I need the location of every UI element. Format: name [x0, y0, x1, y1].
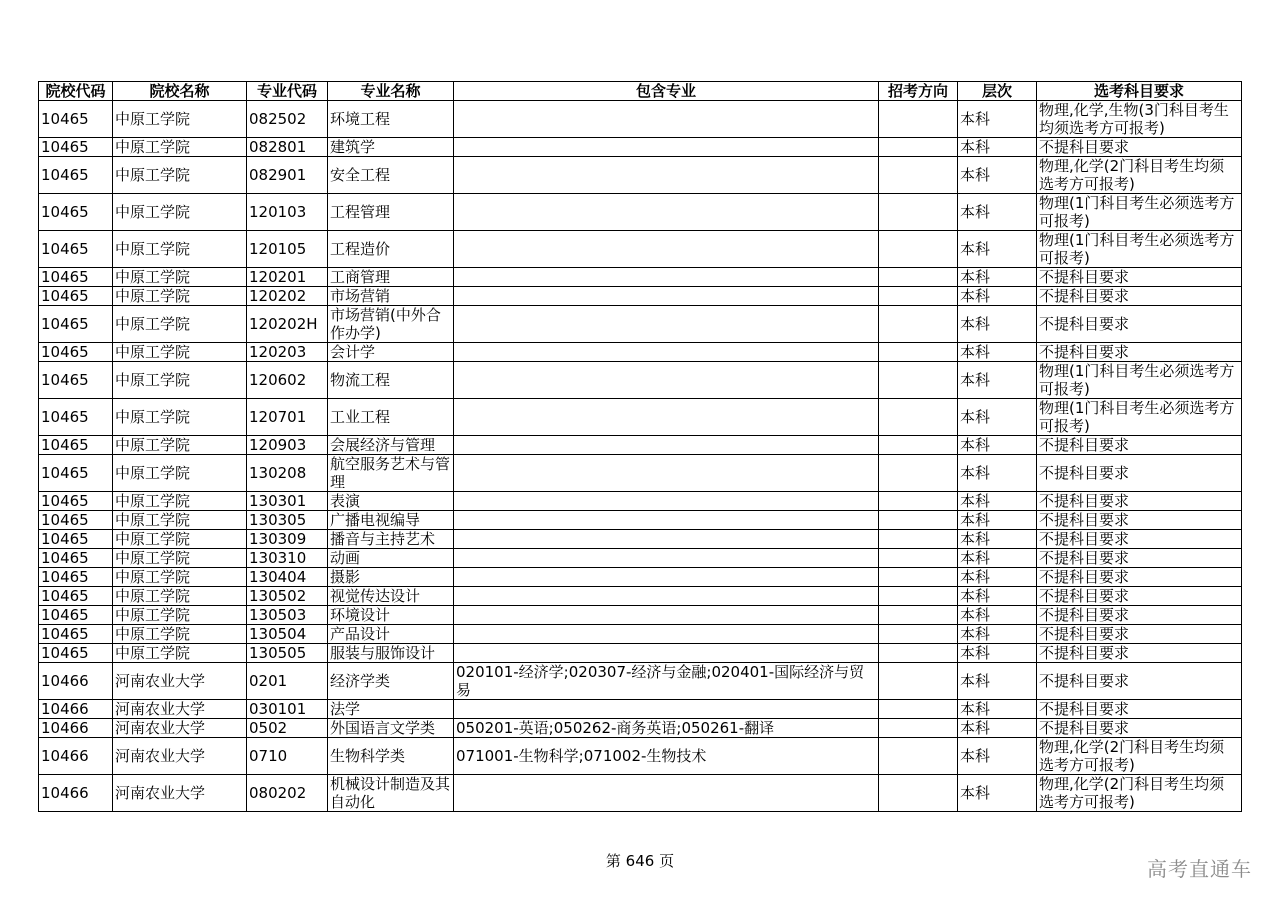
cell-level: 本科: [958, 775, 1037, 812]
cell-level: 本科: [958, 268, 1037, 287]
cell-level: 本科: [958, 606, 1037, 625]
cell-level: 本科: [958, 719, 1037, 738]
header-major-code: 专业代码: [247, 82, 328, 101]
cell-school-name: 中原工学院: [113, 306, 247, 343]
cell-school-code: 10465: [39, 587, 113, 606]
cell-major-code: 130309: [247, 530, 328, 549]
cell-subject-requirement: 不提科目要求: [1037, 455, 1242, 492]
cell-included-majors: [454, 568, 879, 587]
cell-major-code: 120202H: [247, 306, 328, 343]
cell-major-name: 工商管理: [328, 268, 454, 287]
cell-school-code: 10465: [39, 455, 113, 492]
cell-direction: [879, 194, 958, 231]
cell-major-name: 摄影: [328, 568, 454, 587]
cell-direction: [879, 455, 958, 492]
cell-subject-requirement: 不提科目要求: [1037, 287, 1242, 306]
cell-included-majors: [454, 362, 879, 399]
cell-direction: [879, 362, 958, 399]
table-header-row: [39, 82, 1242, 101]
cell-major-name: 服装与服饰设计: [328, 644, 454, 663]
cell-major-code: 130505: [247, 644, 328, 663]
cell-school-code: 10465: [39, 606, 113, 625]
cell-major-code: 130310: [247, 549, 328, 568]
cell-school-name: 河南农业大学: [113, 719, 247, 738]
header-level: 层次: [958, 82, 1037, 101]
cell-school-code: 10465: [39, 625, 113, 644]
cell-direction: [879, 719, 958, 738]
table-row: [39, 231, 1242, 268]
cell-level: 本科: [958, 663, 1037, 700]
cell-direction: [879, 268, 958, 287]
table-row: [39, 719, 1242, 738]
cell-school-name: 中原工学院: [113, 606, 247, 625]
cell-subject-requirement: 不提科目要求: [1037, 700, 1242, 719]
cell-subject-requirement: 物理,化学,生物(3门科目考生均须选考方可报考): [1037, 101, 1242, 138]
cell-level: 本科: [958, 231, 1037, 268]
cell-school-name: 中原工学院: [113, 101, 247, 138]
cell-school-name: 中原工学院: [113, 530, 247, 549]
cell-school-name: 中原工学院: [113, 625, 247, 644]
cell-major-code: 082901: [247, 157, 328, 194]
cell-school-code: 10465: [39, 101, 113, 138]
cell-school-code: 10465: [39, 549, 113, 568]
cell-major-code: 082502: [247, 101, 328, 138]
cell-subject-requirement: 不提科目要求: [1037, 138, 1242, 157]
table-row: [39, 663, 1242, 700]
cell-included-majors: [454, 436, 879, 455]
header-direction: 招考方向: [879, 82, 958, 101]
cell-direction: [879, 343, 958, 362]
cell-included-majors: 050201-英语;050262-商务英语;050261-翻译: [454, 719, 879, 738]
cell-major-name: 表演: [328, 492, 454, 511]
cell-subject-requirement: 不提科目要求: [1037, 625, 1242, 644]
admission-requirements-table: [38, 81, 1242, 812]
cell-subject-requirement: 物理(1门科目考生必须选考方可报考): [1037, 362, 1242, 399]
cell-included-majors: [454, 343, 879, 362]
cell-included-majors: [454, 549, 879, 568]
cell-level: 本科: [958, 700, 1037, 719]
table-row: [39, 644, 1242, 663]
cell-school-code: 10465: [39, 436, 113, 455]
cell-level: 本科: [958, 138, 1037, 157]
cell-major-name: 产品设计: [328, 625, 454, 644]
cell-subject-requirement: 不提科目要求: [1037, 530, 1242, 549]
cell-direction: [879, 492, 958, 511]
cell-major-code: 130504: [247, 625, 328, 644]
table-row: [39, 343, 1242, 362]
cell-school-name: 中原工学院: [113, 268, 247, 287]
cell-level: 本科: [958, 101, 1037, 138]
cell-major-code: 0710: [247, 738, 328, 775]
cell-subject-requirement: 不提科目要求: [1037, 549, 1242, 568]
cell-level: 本科: [958, 287, 1037, 306]
cell-major-code: 120103: [247, 194, 328, 231]
table-row: [39, 362, 1242, 399]
cell-level: 本科: [958, 399, 1037, 436]
cell-direction: [879, 775, 958, 812]
cell-school-name: 中原工学院: [113, 455, 247, 492]
table-row: [39, 194, 1242, 231]
cell-major-name: 物流工程: [328, 362, 454, 399]
table-body: [39, 101, 1242, 812]
table-row: [39, 606, 1242, 625]
cell-included-majors: [454, 268, 879, 287]
cell-subject-requirement: 不提科目要求: [1037, 719, 1242, 738]
cell-school-name: 中原工学院: [113, 287, 247, 306]
cell-level: 本科: [958, 343, 1037, 362]
cell-major-code: 130503: [247, 606, 328, 625]
header-school-code: 院校代码: [39, 82, 113, 101]
header-subject-requirement: 选考科目要求: [1037, 82, 1242, 101]
cell-included-majors: [454, 101, 879, 138]
cell-level: 本科: [958, 362, 1037, 399]
cell-school-name: 中原工学院: [113, 568, 247, 587]
table-row: [39, 399, 1242, 436]
cell-included-majors: [454, 700, 879, 719]
cell-direction: [879, 644, 958, 663]
table-row: [39, 101, 1242, 138]
cell-school-name: 河南农业大学: [113, 663, 247, 700]
cell-included-majors: [454, 644, 879, 663]
cell-level: 本科: [958, 436, 1037, 455]
cell-included-majors: [454, 587, 879, 606]
cell-major-name: 播音与主持艺术: [328, 530, 454, 549]
cell-school-code: 10465: [39, 343, 113, 362]
cell-school-name: 中原工学院: [113, 436, 247, 455]
cell-major-name: 环境设计: [328, 606, 454, 625]
cell-major-name: 工程管理: [328, 194, 454, 231]
cell-direction: [879, 511, 958, 530]
cell-included-majors: [454, 455, 879, 492]
cell-subject-requirement: 物理,化学(2门科目考生均须选考方可报考): [1037, 775, 1242, 812]
header-school-name: 院校名称: [113, 82, 247, 101]
cell-subject-requirement: 不提科目要求: [1037, 511, 1242, 530]
cell-subject-requirement: 物理(1门科目考生必须选考方可报考): [1037, 194, 1242, 231]
cell-school-code: 10465: [39, 268, 113, 287]
cell-school-code: 10465: [39, 511, 113, 530]
cell-level: 本科: [958, 587, 1037, 606]
cell-included-majors: 020101-经济学;020307-经济与金融;020401-国际经济与贸易: [454, 663, 879, 700]
cell-subject-requirement: 不提科目要求: [1037, 606, 1242, 625]
cell-included-majors: [454, 138, 879, 157]
table-row: [39, 492, 1242, 511]
cell-subject-requirement: 不提科目要求: [1037, 492, 1242, 511]
cell-direction: [879, 436, 958, 455]
cell-major-name: 工程造价: [328, 231, 454, 268]
cell-included-majors: [454, 287, 879, 306]
cell-school-name: 中原工学院: [113, 157, 247, 194]
cell-level: 本科: [958, 492, 1037, 511]
cell-direction: [879, 157, 958, 194]
cell-direction: [879, 587, 958, 606]
page-number: 第 646 页: [605, 852, 675, 870]
header-major-name: 专业名称: [328, 82, 454, 101]
cell-included-majors: [454, 157, 879, 194]
cell-major-code: 080202: [247, 775, 328, 812]
cell-major-name: 航空服务艺术与管理: [328, 455, 454, 492]
cell-major-code: 0502: [247, 719, 328, 738]
cell-school-code: 10465: [39, 287, 113, 306]
cell-school-code: 10466: [39, 738, 113, 775]
cell-major-name: 环境工程: [328, 101, 454, 138]
cell-school-name: 中原工学院: [113, 343, 247, 362]
cell-subject-requirement: 不提科目要求: [1037, 568, 1242, 587]
cell-major-code: 120203: [247, 343, 328, 362]
cell-school-name: 中原工学院: [113, 644, 247, 663]
cell-major-name: 生物科学类: [328, 738, 454, 775]
cell-school-code: 10466: [39, 663, 113, 700]
cell-school-name: 河南农业大学: [113, 700, 247, 719]
cell-subject-requirement: 物理(1门科目考生必须选考方可报考): [1037, 399, 1242, 436]
cell-major-name: 市场营销(中外合作办学): [328, 306, 454, 343]
cell-direction: [879, 549, 958, 568]
table-row: [39, 157, 1242, 194]
cell-school-code: 10465: [39, 399, 113, 436]
cell-included-majors: [454, 530, 879, 549]
cell-major-code: 130301: [247, 492, 328, 511]
cell-school-name: 中原工学院: [113, 399, 247, 436]
table-row: [39, 700, 1242, 719]
cell-school-name: 中原工学院: [113, 362, 247, 399]
cell-subject-requirement: 不提科目要求: [1037, 268, 1242, 287]
cell-direction: [879, 399, 958, 436]
cell-direction: [879, 700, 958, 719]
cell-school-code: 10465: [39, 492, 113, 511]
cell-major-name: 外国语言文学类: [328, 719, 454, 738]
cell-major-code: 120202: [247, 287, 328, 306]
cell-level: 本科: [958, 511, 1037, 530]
cell-direction: [879, 663, 958, 700]
cell-major-code: 120105: [247, 231, 328, 268]
cell-school-name: 中原工学院: [113, 587, 247, 606]
cell-included-majors: [454, 492, 879, 511]
cell-level: 本科: [958, 644, 1037, 663]
cell-direction: [879, 606, 958, 625]
cell-school-name: 中原工学院: [113, 231, 247, 268]
table-row: [39, 587, 1242, 606]
cell-major-code: 130305: [247, 511, 328, 530]
cell-subject-requirement: 不提科目要求: [1037, 436, 1242, 455]
cell-school-name: 中原工学院: [113, 194, 247, 231]
table-row: [39, 568, 1242, 587]
cell-school-code: 10465: [39, 306, 113, 343]
cell-direction: [879, 738, 958, 775]
cell-subject-requirement: 不提科目要求: [1037, 343, 1242, 362]
cell-major-name: 安全工程: [328, 157, 454, 194]
cell-major-code: 120602: [247, 362, 328, 399]
cell-major-code: 120903: [247, 436, 328, 455]
cell-direction: [879, 101, 958, 138]
cell-level: 本科: [958, 530, 1037, 549]
cell-school-code: 10465: [39, 231, 113, 268]
cell-direction: [879, 306, 958, 343]
table-row: [39, 625, 1242, 644]
cell-major-code: 120701: [247, 399, 328, 436]
cell-included-majors: [454, 775, 879, 812]
table-row: [39, 511, 1242, 530]
cell-direction: [879, 530, 958, 549]
cell-level: 本科: [958, 306, 1037, 343]
cell-subject-requirement: 物理(1门科目考生必须选考方可报考): [1037, 231, 1242, 268]
cell-school-code: 10466: [39, 719, 113, 738]
cell-subject-requirement: 不提科目要求: [1037, 306, 1242, 343]
cell-included-majors: [454, 231, 879, 268]
cell-major-code: 130404: [247, 568, 328, 587]
cell-included-majors: [454, 606, 879, 625]
cell-subject-requirement: 不提科目要求: [1037, 644, 1242, 663]
cell-school-code: 10465: [39, 157, 113, 194]
cell-major-name: 市场营销: [328, 287, 454, 306]
cell-school-name: 中原工学院: [113, 549, 247, 568]
cell-school-code: 10466: [39, 700, 113, 719]
cell-major-code: 130502: [247, 587, 328, 606]
cell-subject-requirement: 物理,化学(2门科目考生均须选考方可报考): [1037, 157, 1242, 194]
cell-major-name: 动画: [328, 549, 454, 568]
cell-major-name: 会展经济与管理: [328, 436, 454, 455]
cell-level: 本科: [958, 157, 1037, 194]
cell-direction: [879, 287, 958, 306]
table-row: [39, 549, 1242, 568]
cell-level: 本科: [958, 455, 1037, 492]
cell-direction: [879, 568, 958, 587]
watermark-text: 高考直通车: [1147, 857, 1252, 881]
cell-level: 本科: [958, 625, 1037, 644]
cell-subject-requirement: 物理,化学(2门科目考生均须选考方可报考): [1037, 738, 1242, 775]
cell-school-code: 10465: [39, 644, 113, 663]
cell-included-majors: [454, 399, 879, 436]
header-included-majors: 包含专业: [454, 82, 879, 101]
cell-subject-requirement: 不提科目要求: [1037, 663, 1242, 700]
table-row: [39, 738, 1242, 775]
cell-level: 本科: [958, 549, 1037, 568]
cell-school-code: 10465: [39, 362, 113, 399]
cell-level: 本科: [958, 738, 1037, 775]
table-row: [39, 306, 1242, 343]
table-row: [39, 530, 1242, 549]
cell-school-code: 10465: [39, 138, 113, 157]
cell-major-code: 030101: [247, 700, 328, 719]
cell-included-majors: [454, 194, 879, 231]
cell-school-code: 10465: [39, 194, 113, 231]
cell-major-code: 130208: [247, 455, 328, 492]
cell-subject-requirement: 不提科目要求: [1037, 587, 1242, 606]
cell-major-name: 机械设计制造及其自动化: [328, 775, 454, 812]
table-row: [39, 138, 1242, 157]
table-row: [39, 455, 1242, 492]
table-row: [39, 268, 1242, 287]
cell-level: 本科: [958, 194, 1037, 231]
cell-major-name: 工业工程: [328, 399, 454, 436]
cell-major-code: 082801: [247, 138, 328, 157]
cell-major-code: 120201: [247, 268, 328, 287]
cell-included-majors: [454, 625, 879, 644]
table-row: [39, 775, 1242, 812]
cell-included-majors: [454, 511, 879, 530]
cell-school-code: 10465: [39, 530, 113, 549]
cell-direction: [879, 138, 958, 157]
cell-school-code: 10466: [39, 775, 113, 812]
cell-school-name: 河南农业大学: [113, 738, 247, 775]
cell-major-name: 经济学类: [328, 663, 454, 700]
cell-major-name: 法学: [328, 700, 454, 719]
cell-included-majors: 071001-生物科学;071002-生物技术: [454, 738, 879, 775]
table-row: [39, 436, 1242, 455]
cell-included-majors: [454, 306, 879, 343]
cell-school-name: 中原工学院: [113, 492, 247, 511]
table-row: [39, 287, 1242, 306]
cell-direction: [879, 625, 958, 644]
cell-school-name: 中原工学院: [113, 138, 247, 157]
cell-major-name: 视觉传达设计: [328, 587, 454, 606]
cell-school-name: 河南农业大学: [113, 775, 247, 812]
cell-major-name: 广播电视编导: [328, 511, 454, 530]
cell-major-code: 0201: [247, 663, 328, 700]
cell-school-name: 中原工学院: [113, 511, 247, 530]
cell-direction: [879, 231, 958, 268]
cell-major-name: 建筑学: [328, 138, 454, 157]
cell-level: 本科: [958, 568, 1037, 587]
cell-school-code: 10465: [39, 568, 113, 587]
cell-major-name: 会计学: [328, 343, 454, 362]
